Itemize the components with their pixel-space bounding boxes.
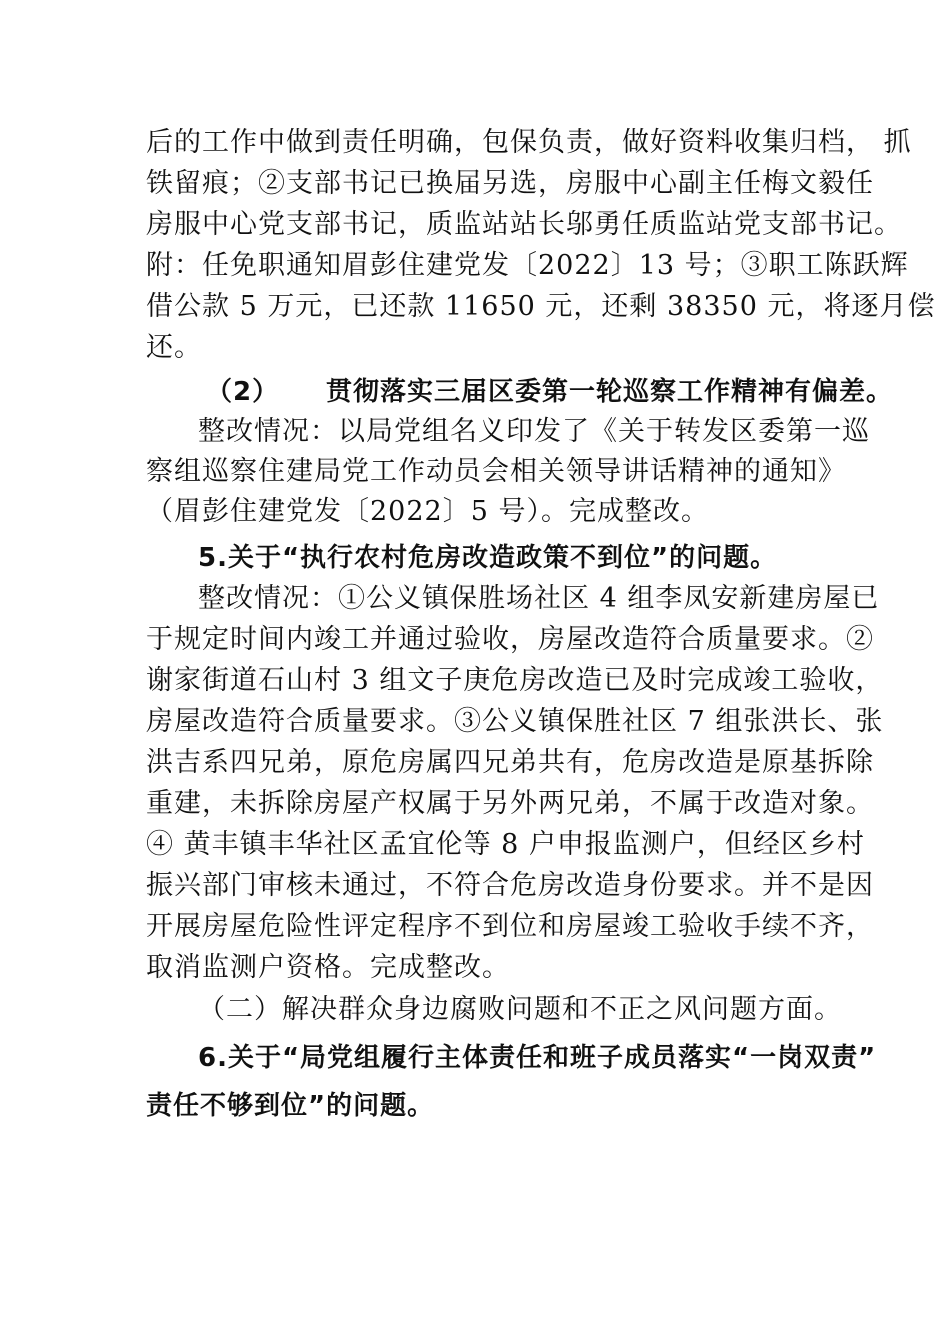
paragraph-line: 铁留痕；②支部书记已换届另选，房服中心副主任梅文毅任 bbox=[146, 168, 874, 199]
paragraph-line: 后的工作中做到责任明确，包保负责，做好资料收集归档， 抓 bbox=[146, 127, 912, 158]
section-heading: 5.关于“执行农村危房改造政策不到位”的问题。 bbox=[198, 543, 778, 573]
paragraph-line: 房屋改造符合质量要求。③公义镇保胜社区 7 组张洪长、张 bbox=[146, 706, 884, 737]
paragraph-line: 开展房屋危险性评定程序不到位和房屋竣工验收手续不齐， bbox=[146, 911, 874, 942]
paragraph-line: 察组巡察住建局党工作动员会相关领导讲话精神的通知》 bbox=[146, 456, 846, 487]
paragraph-line: 借公款 5 万元，已还款 11650 元，还剩 38350 元，将逐月偿 bbox=[146, 291, 936, 322]
paragraph-line: 重建，未拆除房屋产权属于另外两兄弟，不属于改造对象。 bbox=[146, 788, 874, 819]
section-heading-continuation: 责任不够到位”的问题。 bbox=[146, 1091, 435, 1121]
section-heading: 6.关于“局党组履行主体责任和班子成员落实“一岗双责” bbox=[198, 1043, 877, 1073]
paragraph-line: 洪吉系四兄弟，原危房属四兄弟共有，危房改造是原基拆除 bbox=[146, 747, 874, 778]
paragraph-line: 整改情况：①公义镇保胜场社区 4 组李凤安新建房屋已 bbox=[198, 583, 880, 614]
paragraph-line: （眉彭住建党发〔2022〕5 号）。完成整改。 bbox=[146, 496, 709, 527]
paragraph-line: ④ 黄丰镇丰华社区孟宜伦等 8 户申报监测户，但经区乡村 bbox=[146, 829, 865, 860]
subsection-heading bbox=[206, 373, 894, 411]
paragraph-line: 于规定时间内竣工并通过验收，房屋改造符合质量要求。② bbox=[146, 624, 874, 655]
subsection-number: （2） bbox=[206, 377, 280, 407]
paragraph-line: 取消监测户资格。完成整改。 bbox=[146, 952, 510, 983]
paragraph-line: 整改情况：以局党组名义印发了《关于转发区委第一巡 bbox=[198, 416, 870, 447]
paragraph-line: 房服中心党支部书记，质监站站长邬勇任质监站党支部书记。 bbox=[146, 209, 902, 240]
paragraph-line: 附：任免职通知眉彭住建党发〔2022〕13 号；③职工陈跃辉 bbox=[146, 250, 909, 281]
paragraph-line: 谢家街道石山村 3 组文子庚危房改造已及时完成竣工验收， bbox=[146, 665, 884, 696]
subsection-title: 贯彻落实三届区委第一轮巡察工作精神有偏差。 bbox=[326, 377, 894, 407]
paragraph-line: 还。 bbox=[146, 332, 202, 363]
paragraph-line: 振兴部门审核未通过，不符合危房改造身份要求。并不是因 bbox=[146, 870, 874, 901]
part-heading: （二）解决群众身边腐败问题和不正之风问题方面。 bbox=[198, 994, 842, 1025]
